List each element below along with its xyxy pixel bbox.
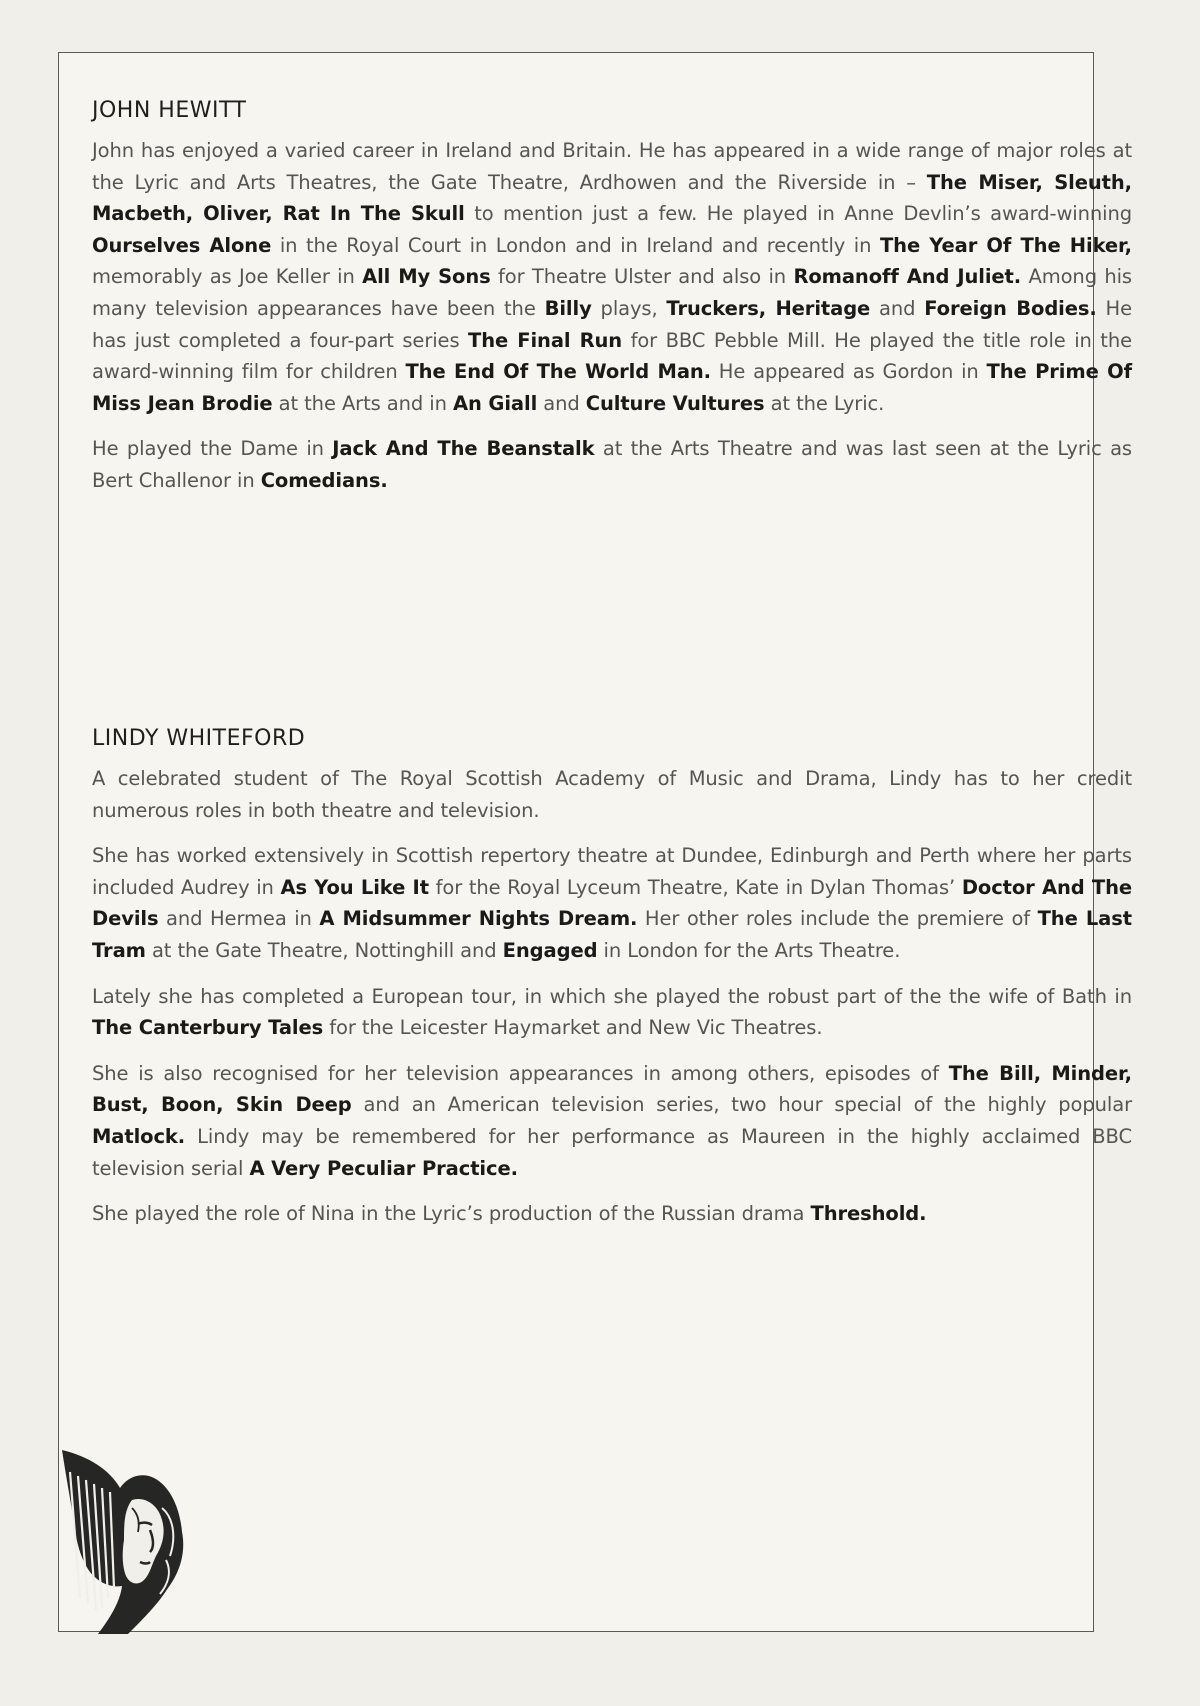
text-run: and [537, 391, 586, 415]
bold-title: Matlock. [92, 1124, 186, 1148]
bold-title: Jack And The Beanstalk [332, 437, 595, 461]
bold-title: The Canterbury Tales [92, 1016, 324, 1040]
text-run: at the Arts and in [272, 391, 453, 415]
bold-title: As You Like It [280, 875, 429, 899]
bio-paragraph [92, 135, 1132, 419]
bold-title: Ourselves Alone [92, 233, 272, 257]
bold-title: The Last Tram [92, 907, 1132, 962]
bio-section-john-hewitt [92, 98, 1132, 511]
text-run: Her other roles include the premiere of [637, 907, 1038, 931]
text-run: for Theatre Ulster and also in [490, 265, 794, 289]
text-run: She is also recognised for her television appearances in among others, episodes of [92, 1061, 949, 1085]
bold-title: Threshold. [810, 1202, 927, 1226]
bold-title: Engaged [502, 938, 598, 962]
bio-paragraph [92, 763, 1132, 826]
bio-paragraph [92, 981, 1132, 1044]
bold-title: Culture Vultures [585, 391, 765, 415]
bold-title: Doctor And The Devils [92, 875, 1132, 931]
text-run: Lindy may be remembered for her performance as Maureen in the highly acclaimed BBC television serial [92, 1124, 1132, 1180]
bold-title: The Prime Of Miss Jean Brodie [92, 360, 1133, 415]
harp-face-logo-icon [58, 1448, 193, 1636]
bold-title: The Miser, Sleuth, Macbeth, Oliver, Rat In The Skull [92, 170, 1132, 226]
text-run: and an American television series, two hour special of the highly popular [351, 1093, 1132, 1117]
bold-title: The Year Of The Hiker, [879, 233, 1132, 257]
text-run: to mention just a few. He played in Anne Devlin’s award-winning [464, 202, 1132, 226]
bio-name: LINDY WHITEFORD [92, 726, 306, 751]
bold-title: Comedians. [260, 468, 388, 492]
text-run: He has just completed a four-part series [92, 296, 1133, 352]
text-run: Lately she has completed a European tour, in which she played the robust part of the the wife of Bath in [92, 984, 1132, 1008]
text-run: and Hermea in [158, 907, 320, 931]
text-run: John has enjoyed a varied career in Ireland and Britain. He has appeared in a wide range of major roles at the Lyric and Arts Theatres, the Gate Theatre, Ardhowen and the Riverside in – [92, 139, 1132, 194]
bold-title: Billy [544, 296, 592, 320]
text-run: and [870, 296, 925, 320]
text-run: at the Lyric. [764, 391, 885, 415]
text-run: for BBC Pebble Mill. He played the title role in the award-winning film for children [92, 328, 1132, 384]
text-run: He appeared as Gordon in [710, 360, 987, 384]
text-run: at the Arts Theatre and was last seen at the Lyric as Bert Challenor in [92, 437, 1132, 492]
bold-title: A Midsummer Nights Dream. [319, 907, 638, 931]
bio-name: JOHN HEWITT [92, 98, 247, 123]
bio-paragraph [92, 840, 1132, 966]
bold-title: An Giall [452, 391, 538, 415]
text-run: She played the role of Nina in the Lyric’s production of the Russian drama [92, 1202, 811, 1226]
bold-title: The Final Run [468, 328, 623, 352]
bio-paragraph [92, 433, 1132, 496]
bold-title: A Very Peculiar Practice. [249, 1156, 518, 1180]
bold-title: Truckers, Heritage [666, 296, 871, 320]
bold-title: Romanoff And Juliet. [793, 265, 1022, 289]
bold-title: Foreign Bodies. [924, 296, 1097, 320]
bio-paragraph [92, 1198, 1132, 1230]
text-run: She has worked extensively in Scottish repertory theatre at Dundee, Edinburgh and Perth where her parts included Audrey in [92, 844, 1132, 899]
bold-title: All My Sons [362, 265, 491, 289]
bio-section-lindy-whiteford [92, 726, 1132, 1244]
bio-paragraph [92, 1058, 1132, 1184]
text-run: memorably as Joe Keller in [92, 265, 363, 289]
text-run: in the Royal Court in London and in Ireland and recently in [271, 233, 880, 257]
text-run: for the Leicester Haymarket and New Vic Theatres. [323, 1016, 823, 1040]
text-run: for the Royal Lyceum Theatre, Kate in Dylan Thomas’ [428, 875, 962, 899]
bold-title: The End Of The World Man. [405, 360, 711, 384]
text-run: A celebrated student of The Royal Scottish Academy of Music and Drama, Lindy has to her credit numerous roles in both theatre and television. [92, 767, 1132, 822]
text-run: at the Gate Theatre, Nottinghill and [145, 938, 503, 962]
text-run: Among his many television appearances have been the [92, 265, 1132, 320]
text-run: He played the Dame in [92, 437, 333, 461]
text-run: in London for the Arts Theatre. [597, 938, 901, 962]
bold-title: The Bill, Minder, Bust, Boon, Skin Deep [92, 1061, 1132, 1117]
text-run: plays, [591, 296, 667, 320]
